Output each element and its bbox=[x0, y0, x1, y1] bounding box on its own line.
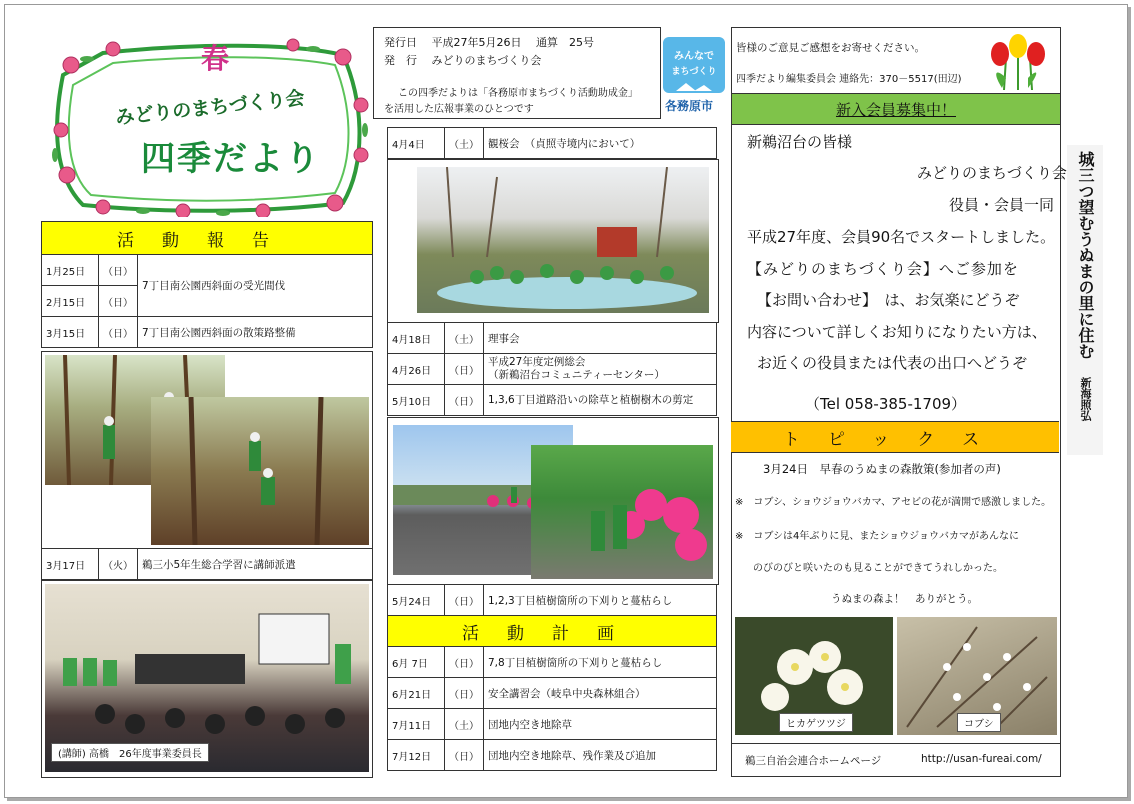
forest-photo-graphic bbox=[151, 397, 369, 545]
plan-dow: （日） bbox=[445, 740, 484, 771]
feedback-line-1: 皆様のご意見ご感想をお寄せください。 bbox=[736, 42, 925, 54]
vertical-poem bbox=[1067, 145, 1103, 455]
report-date: 2月15日 bbox=[42, 286, 99, 317]
recruit-header bbox=[732, 94, 1060, 125]
event-dow: （土） bbox=[445, 323, 484, 354]
activity-plan-header bbox=[387, 615, 717, 647]
recruit-title: 新入会員募集中！ bbox=[835, 100, 956, 119]
recruit-line-5: お近くの役員または代表の出口へどうぞ bbox=[757, 354, 1028, 372]
issue-note-1: この四季だよりは「各務原市まちづくり活動助成金」 bbox=[398, 88, 638, 99]
season-char: 春 bbox=[201, 42, 230, 75]
plan-dow: （土） bbox=[445, 709, 484, 740]
report-text: 鵜三小5年生総合学習に講師派遣 bbox=[138, 549, 373, 580]
activity-plan-table bbox=[387, 646, 717, 771]
masthead bbox=[43, 35, 373, 217]
report-date: 3月17日 bbox=[42, 549, 99, 580]
tulip-illustration bbox=[984, 28, 1052, 94]
middle-events-table-mid bbox=[387, 322, 717, 416]
event-text: 平成27年度定例総会 （新鵜沼台コミュニティーセンター） bbox=[484, 354, 717, 385]
topics-closing: うぬまの森よ！ ありがとう。 bbox=[831, 593, 978, 605]
table-row bbox=[42, 255, 373, 286]
activity-plan-title: 活動計画 bbox=[462, 623, 642, 644]
city-logo-line2: まちづくり bbox=[671, 67, 717, 77]
plan-dow: （日） bbox=[445, 647, 484, 678]
activity-report-header bbox=[41, 221, 373, 255]
topics-headline: 3月24日 早春のうぬまの森散策(参加者の声) bbox=[763, 462, 1001, 476]
event-date: 4月26日 bbox=[388, 354, 445, 385]
house-icon bbox=[674, 80, 714, 92]
cherry-blossom-party-photo bbox=[417, 167, 709, 313]
report-dow: （火） bbox=[99, 549, 138, 580]
event-dow: （土） bbox=[445, 128, 484, 159]
event-date: 5月24日 bbox=[388, 585, 445, 616]
issue-info-box bbox=[373, 27, 661, 119]
event-text: 1,2,3丁目植樹箇所の下刈りと蔓枯らし bbox=[484, 585, 717, 616]
city-logo-line1: みんなで bbox=[674, 51, 714, 62]
recruit-line-2: 【みどりのまちづくり会】へご参加を bbox=[747, 260, 1019, 278]
plan-date: 6月21日 bbox=[388, 678, 445, 709]
table-row bbox=[42, 317, 373, 348]
event-dow: （日） bbox=[445, 385, 484, 416]
plan-text: 団地内空き地除草、残作業及び追加 bbox=[484, 740, 717, 771]
table-row bbox=[388, 709, 717, 740]
recruit-greeting: 新鵜沼台の皆様 bbox=[747, 133, 853, 151]
table-row bbox=[388, 647, 717, 678]
report-dow: （日） bbox=[99, 317, 138, 348]
middle-events-table-bottom bbox=[387, 584, 717, 616]
recruit-line-3: 【お問い合わせ】 は、お気楽にどうぞ bbox=[757, 291, 1020, 309]
plan-text: 7,8丁目植樹箇所の下刈りと蔓枯らし bbox=[484, 647, 717, 678]
poem-author: 新海照弘 bbox=[1079, 377, 1092, 421]
feedback-line-2: 四季だより編集委員会 連絡先：370－5517(田辺) bbox=[736, 74, 962, 85]
azalea-photo-graphic bbox=[531, 445, 713, 579]
feedback-box bbox=[731, 27, 1061, 94]
table-row bbox=[388, 585, 717, 616]
recruit-from-1: みどりのまちづくり会 bbox=[917, 164, 1067, 182]
kobushi-caption: コブシ bbox=[957, 713, 1001, 732]
table-row bbox=[388, 323, 717, 354]
issue-publisher: 発 行 みどりのまちづくり会 bbox=[384, 54, 542, 67]
event-dow: （日） bbox=[445, 585, 484, 616]
party-photo-graphic bbox=[417, 167, 709, 313]
topics-title: トピックス bbox=[782, 429, 1008, 450]
plan-text: 団地内空き地除草 bbox=[484, 709, 717, 740]
recruit-tel: （Tel 058-385-1709） bbox=[805, 395, 967, 413]
report-date: 1月25日 bbox=[42, 255, 99, 286]
forest-work-photo-2 bbox=[151, 397, 369, 545]
table-row bbox=[42, 549, 373, 580]
event-text: 観桜会 （貞照寺境内において） bbox=[484, 128, 717, 159]
issue-note-2: を活用した広報事業のひとつです bbox=[384, 104, 534, 115]
activity-report-table-2 bbox=[41, 548, 373, 580]
hikage-tsutsuji-caption: ヒカゲツツジ bbox=[779, 713, 853, 732]
activity-report-table bbox=[41, 254, 373, 348]
footer-label: 鵜三自治会連合ホームページ bbox=[745, 755, 882, 767]
issue-date: 発行日 平成27年5月26日 通算 25号 bbox=[384, 36, 594, 49]
event-date: 4月4日 bbox=[388, 128, 445, 159]
plan-text: 安全講習会（岐阜中央森林組合） bbox=[484, 678, 717, 709]
recruit-line-1: 平成27年度、会員90名でスタートしました。 bbox=[747, 228, 1056, 246]
plan-dow: （日） bbox=[445, 678, 484, 709]
event-date: 4月18日 bbox=[388, 323, 445, 354]
recruit-line-4: 内容について詳しくお知りになりたい方は、 bbox=[747, 323, 1047, 341]
city-name: 各務原市 bbox=[665, 99, 714, 113]
plan-date: 7月11日 bbox=[388, 709, 445, 740]
middle-events-table-top bbox=[387, 127, 717, 159]
event-dow: （日） bbox=[445, 354, 484, 385]
plan-date: 7月12日 bbox=[388, 740, 445, 771]
recruit-from-2: 役員・会員一同 bbox=[949, 196, 1055, 214]
topics-header bbox=[731, 421, 1059, 453]
report-dow: （日） bbox=[99, 286, 138, 317]
classroom-photo-caption: (講師) 高橋 26年度事業委員長 bbox=[51, 743, 209, 762]
event-text: 理事会 bbox=[484, 323, 717, 354]
report-date: 3月15日 bbox=[42, 317, 99, 348]
roadside-work-photo-2 bbox=[531, 445, 713, 579]
report-text: 7丁目南公園西斜面の散策路整備 bbox=[138, 317, 373, 348]
event-date: 5月10日 bbox=[388, 385, 445, 416]
poem-text: 城三つ望むうぬまの里に住む bbox=[1076, 151, 1095, 359]
footer-divider bbox=[732, 743, 1060, 744]
city-logo-badge bbox=[663, 37, 725, 93]
topics-item-2b: のびのびと咲いたのも見ることができてうれしかった。 bbox=[753, 563, 1003, 574]
city-logo bbox=[661, 35, 729, 115]
newsletter-title: 四季だより bbox=[141, 139, 321, 179]
topics-item-2a: ※ コブシは4年ぶりに見、またショウジョウバカマがあんなに bbox=[735, 531, 1019, 542]
table-row bbox=[388, 678, 717, 709]
plan-date: 6月 7日 bbox=[388, 647, 445, 678]
activity-report-title: 活動報告 bbox=[117, 230, 297, 251]
report-text: 7丁目南公園西斜面の受光間伐 bbox=[138, 255, 373, 317]
group-name: みどりのまちづくり会 bbox=[114, 87, 306, 129]
table-row bbox=[388, 354, 717, 385]
table-row bbox=[388, 385, 717, 416]
footer-url-link[interactable]: http://usan-fureai.com/ bbox=[921, 753, 1042, 765]
event-text: 1,3,6丁目道路沿いの除草と植樹樹木の剪定 bbox=[484, 385, 717, 416]
newsletter-page bbox=[4, 4, 1128, 798]
table-row bbox=[388, 740, 717, 771]
topics-item-1: ※ コブシ、ショウジョウバカマ、アセビの花が満開で感激しました。 bbox=[735, 497, 1052, 508]
table-row bbox=[388, 128, 717, 159]
report-dow: （日） bbox=[99, 255, 138, 286]
